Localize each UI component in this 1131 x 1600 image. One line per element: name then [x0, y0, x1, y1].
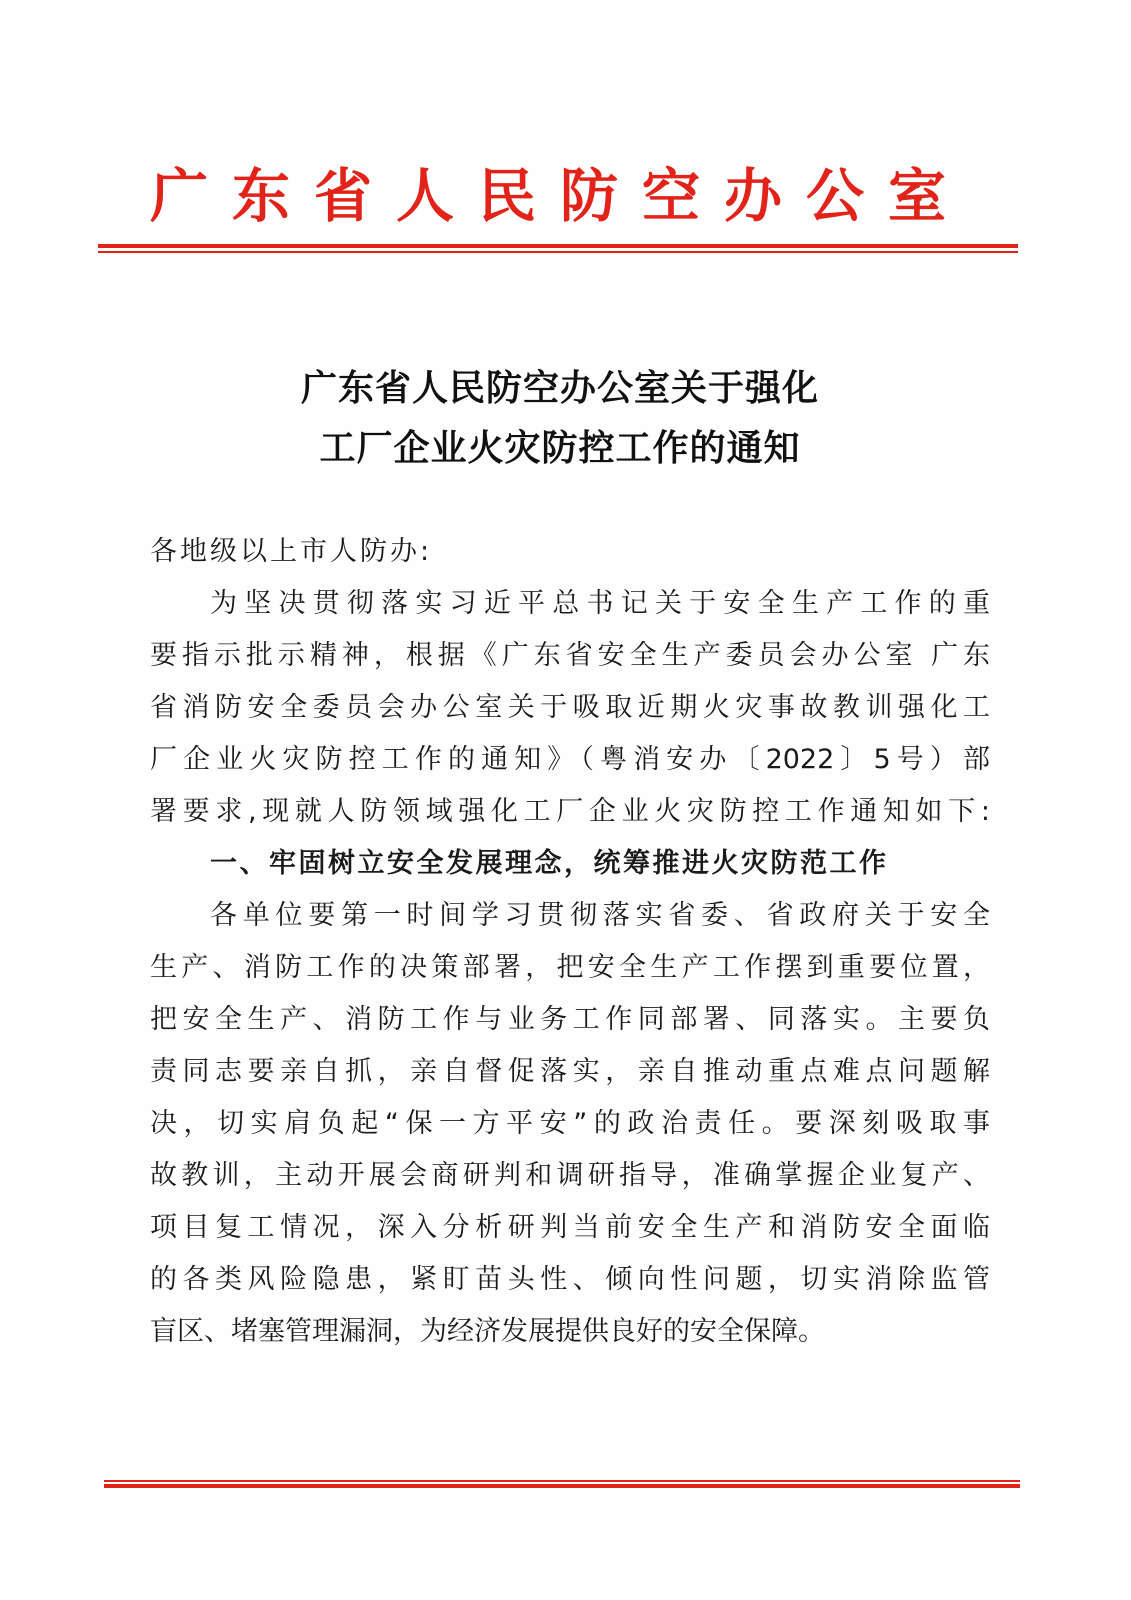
- paragraph-line: 省消防安全委员会办公室关于吸取近期火灾事故教训强化工: [150, 692, 990, 723]
- letterhead-rule-thick: [98, 244, 1018, 248]
- paragraph-line: 决，切实肩负起“保一方平安”的政治责任。要深刻吸取事: [150, 1108, 990, 1139]
- paragraph-line: 的各类风险隐患，紧盯苗头性、倾向性问题，切实消除监管: [150, 1264, 990, 1295]
- paragraph-line: 为坚决贯彻落实习近平总书记关于安全生产工作的重: [210, 588, 990, 619]
- paragraph-line: 盲区、堵塞管理漏洞，为经济发展提供良好的安全保障。: [150, 1316, 825, 1347]
- section-heading-1: 一、牢固树立安全发展理念，统筹推进火灾防范工作: [210, 848, 889, 879]
- document-title-line-1: 广东省人民防空办公室关于强化: [300, 368, 819, 409]
- letterhead-rule-thin: [98, 251, 1018, 253]
- document-title-line-2: 工厂企业火灾防控工作的通知: [319, 428, 801, 469]
- paragraph-intro: [150, 578, 990, 838]
- paragraph-line: 各单位要第一时间学习贯彻落实省委、省政府关于安全: [210, 900, 990, 931]
- paragraph-line: 署要求,现就人防领域强化工厂企业火灾防控工作通知如下:: [150, 796, 990, 827]
- footer-rule-thick: [104, 1484, 1020, 1488]
- paragraph-line: 责同志要亲自抓，亲自督促落实，亲自推动重点难点问题解: [150, 1056, 990, 1087]
- paragraph-line: 项目复工情况，深入分析研判当前安全生产和消防安全面临: [150, 1212, 990, 1243]
- salutation: 各地级以上市人防办:: [150, 536, 433, 567]
- paragraph-line: 生产、消防工作的决策部署，把安全生产工作摆到重要位置，: [150, 952, 990, 983]
- footer-rule-thin: [104, 1480, 1020, 1482]
- paragraph-line: 把安全生产、消防工作与业务工作同部署、同落实。主要负: [150, 1004, 990, 1035]
- paragraph-line: 故教训，主动开展会商研判和调研指导，准确掌握企业复产、: [150, 1160, 990, 1191]
- agency-letterhead: 广东省人民防空办公室: [149, 162, 970, 230]
- paragraph-line: 要指示批示精神，根据《广东省安全生产委员会办公室 广东: [150, 640, 990, 671]
- paragraph-section-1: [150, 890, 990, 1358]
- paragraph-line: 厂企业火灾防控工作的通知》（粤消安办〔2022〕5号）部: [150, 744, 990, 775]
